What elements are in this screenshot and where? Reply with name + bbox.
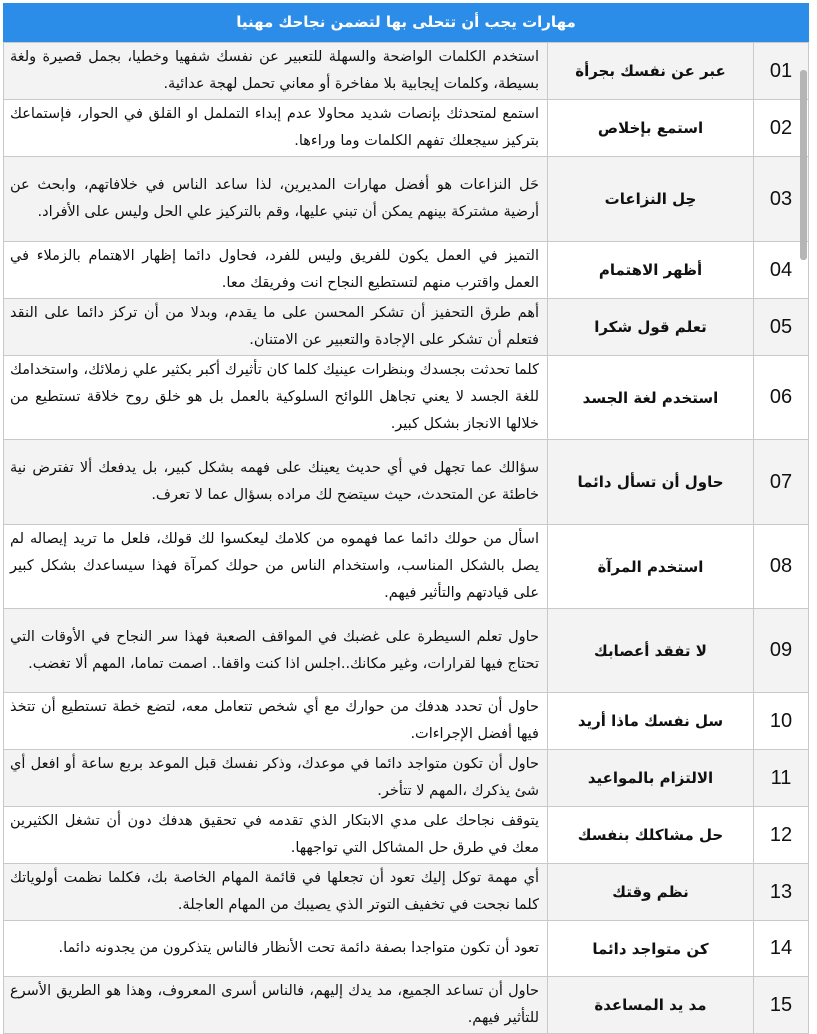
row-number: 03 — [754, 157, 809, 242]
skill-name: حل مشاكلك بنفسك — [548, 807, 754, 864]
skill-description: استخدم الكلمات الواضحة والسهلة للتعبير عن نفسك شفهيا وخطيا، بجمل قصيرة ولغة بسيطة، وكلمات إيجابية بلا مفاخرة أو معاني تحمل لهجة عدائية. — [4, 43, 548, 100]
skill-name: مد يد المساعدة — [548, 977, 754, 1034]
table-row — [4, 440, 809, 525]
row-number: 06 — [754, 356, 809, 440]
skill-description: حاول أن تساعد الجميع، مد يدك إليهم، فالناس أسرى المعروف، وهذا هو الطريق الأسرع للتأثير فيهم. — [4, 977, 548, 1034]
skill-name: نظم وقتك — [548, 864, 754, 921]
skill-description: التميز في العمل يكون للفريق وليس للفرد، فحاول دائما إظهار الاهتمام بالزملاء في العمل واقترب منهم لتستطيع النجاح انت وفريقك معا. — [4, 242, 548, 299]
row-number: 09 — [754, 609, 809, 693]
row-number: 15 — [754, 977, 809, 1034]
skill-name: استخدم لغة الجسد — [548, 356, 754, 440]
scrollbar[interactable] — [800, 70, 807, 260]
skill-name: عبر عن نفسك بجرأة — [548, 43, 754, 100]
row-number: 04 — [754, 242, 809, 299]
skill-description: استمع لمتحدثك بإنصات شديد محاولا عدم إبداء التململ او القلق في الحوار، فإستماعك بتركيز سيجعلك تفهم الكلمات وما وراءها. — [4, 100, 548, 157]
skill-name: استمع بإخلاص — [548, 100, 754, 157]
table-row — [4, 356, 809, 440]
skill-description: حاول تعلم السيطرة على غضبك في المواقف الصعبة فهذا سر النجاح في الأوقات التي تحتاج فيها لقرارات، وغير مكانك..اجلس اذا كنت واقفا.. اصمت تماما، المهم ألا تغضب. — [4, 609, 548, 693]
table-row — [4, 750, 809, 807]
skills-table — [3, 42, 809, 1034]
skill-description: أي مهمة توكل إليك تعود أن تجعلها في قائمة المهام الخاصة بك، فكلما نظمت أولوياتك كلما نجحت في تخفيف التوتر الذي يصيبك من المهام العاجلة. — [4, 864, 548, 921]
skill-description: تعود أن تكون متواجدا بصفة دائمة تحت الأنظار فالناس يتذكرون من يجدونه دائما. — [4, 921, 548, 977]
table-row — [4, 525, 809, 609]
table-row — [4, 242, 809, 299]
row-number: 01 — [754, 43, 809, 100]
skill-description: يتوقف نجاحك على مدي الابتكار الذي تقدمه في تحقيق هدفك دون أن تشغل الكثيرين معك في طرق حل المشاكل التي تواجهها. — [4, 807, 548, 864]
row-number: 14 — [754, 921, 809, 977]
skill-name: لا تفقد أعصابك — [548, 609, 754, 693]
skill-description: حَل النزاعات هو أفضل مهارات المديرين، لذا ساعد الناس في خلافاتهم، وابحث عن أرضية مشتركة بينهم يمكن أن تبني عليها، وقم بالتركيز علي الحل وليس على الأفراد. — [4, 157, 548, 242]
table-row — [4, 864, 809, 921]
skill-description: حاول أن تحدد هدفك من حوارك مع أي شخص تتعامل معه، لتضع خطة تستطيع أن تتخذ فيها أفضل الإجراءات. — [4, 693, 548, 750]
table-row — [4, 157, 809, 242]
table-row — [4, 693, 809, 750]
row-number: 10 — [754, 693, 809, 750]
skill-name: حاول أن تسأل دائما — [548, 440, 754, 525]
row-number: 11 — [754, 750, 809, 807]
row-number: 08 — [754, 525, 809, 609]
skill-description: اسأل من حولك دائما عما فهموه من كلامك ليعكسوا لك قولك، فلعل ما تريد إيصاله لم يصل بالشكل المناسب، واستخدام الناس من حولك كمرآة فهذا سيساعدك بشكل كبير على قيادتهم والتأثير فيهم. — [4, 525, 548, 609]
skill-description: حاول أن تكون متواجد دائما في موعدك، وذكر نفسك قبل الموعد بربع ساعة أو افعل أي شئ يذكرك ،المهم لا تتأخر. — [4, 750, 548, 807]
skill-description: أهم طرق التحفيز أن تشكر المحسن على ما يقدم، وبدلا من أن تركز دائما على النقد فتعلم أن تشكر على الإجادة والتعبير عن الامتنان. — [4, 299, 548, 356]
row-number: 02 — [754, 100, 809, 157]
skill-name: أظهر الاهتمام — [548, 242, 754, 299]
table-row — [4, 100, 809, 157]
skill-description: سؤالك عما تجهل في أي حديث يعينك على فهمه بشكل كبير، بل يدفعك ألا تفترض نية خاطئة عن المتحدث، حيث سيتضح لك مراده بسؤال عما لا تعرف. — [4, 440, 548, 525]
skill-name: استخدم المرآة — [548, 525, 754, 609]
skill-name: سل نفسك ماذا أريد — [548, 693, 754, 750]
table-row — [4, 609, 809, 693]
page-title: مهارات يجب أن تتحلى بها لتضمن نجاحك مهنيا — [3, 3, 809, 42]
row-number: 12 — [754, 807, 809, 864]
skill-name: تعلم قول شكرا — [548, 299, 754, 356]
skill-name: الالتزام بالمواعيد — [548, 750, 754, 807]
table-row — [4, 921, 809, 977]
row-number: 13 — [754, 864, 809, 921]
skill-description: كلما تحدثت بجسدك وبنظرات عينيك كلما كان تأثيرك أكبر بكثير علي زملائك، واستخدامك للغة الجسد لا يعني تجاهل اللوائح السلوكية بالعمل بل هو خلق روح خلاقة تستطيع من خلالها الانجاز بشكل كبير. — [4, 356, 548, 440]
table-row — [4, 807, 809, 864]
skill-name: كن متواجد دائما — [548, 921, 754, 977]
skill-name: حِل النزاعات — [548, 157, 754, 242]
row-number: 07 — [754, 440, 809, 525]
table-row — [4, 977, 809, 1034]
row-number: 05 — [754, 299, 809, 356]
table-row — [4, 299, 809, 356]
table-row — [4, 43, 809, 100]
